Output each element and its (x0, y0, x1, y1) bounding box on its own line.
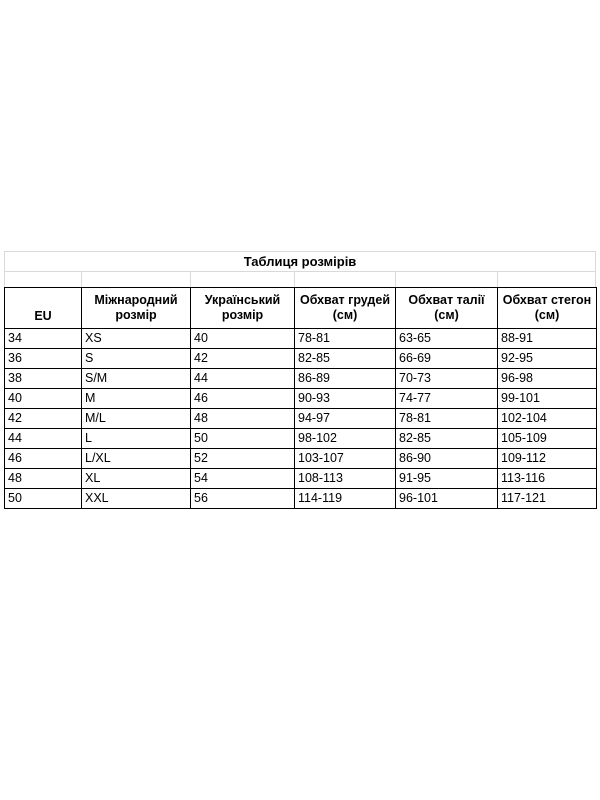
cell-eu: 36 (5, 349, 82, 369)
cell-eu: 46 (5, 449, 82, 469)
cell-ukrainian-size: 52 (191, 449, 295, 469)
table-row (5, 349, 597, 369)
header-chest: Обхват грудей (см) (295, 288, 396, 329)
header-row (5, 288, 597, 329)
cell-hips: 105-109 (498, 429, 597, 449)
cell-international-size: XXL (82, 489, 191, 509)
spacer-row (4, 271, 596, 287)
cell-chest: 108-113 (295, 469, 396, 489)
cell-waist: 70-73 (396, 369, 498, 389)
cell-international-size: S (82, 349, 191, 369)
cell-hips: 102-104 (498, 409, 597, 429)
table-row (5, 389, 597, 409)
header-international-size: Міжнародний розмір (82, 288, 191, 329)
table-title: Таблиця розмірів (4, 251, 596, 271)
cell-chest: 78-81 (295, 329, 396, 349)
cell-international-size: M (82, 389, 191, 409)
cell-eu: 44 (5, 429, 82, 449)
table-row (5, 469, 597, 489)
cell-eu: 34 (5, 329, 82, 349)
cell-hips: 109-112 (498, 449, 597, 469)
spacer-cell (81, 271, 190, 287)
cell-international-size: XS (82, 329, 191, 349)
cell-international-size: L/XL (82, 449, 191, 469)
cell-international-size: L (82, 429, 191, 449)
cell-ukrainian-size: 42 (191, 349, 295, 369)
header-hips: Обхват стегон (см) (498, 288, 597, 329)
cell-eu: 48 (5, 469, 82, 489)
cell-international-size: XL (82, 469, 191, 489)
cell-waist: 91-95 (396, 469, 498, 489)
header-ukrainian-size: Український розмір (191, 288, 295, 329)
cell-waist: 78-81 (396, 409, 498, 429)
table-row (5, 369, 597, 389)
cell-eu: 40 (5, 389, 82, 409)
cell-ukrainian-size: 54 (191, 469, 295, 489)
table-row (5, 449, 597, 469)
cell-hips: 88-91 (498, 329, 597, 349)
table-row (5, 409, 597, 429)
spacer-cell (190, 271, 294, 287)
cell-eu: 38 (5, 369, 82, 389)
cell-ukrainian-size: 40 (191, 329, 295, 349)
table-row (5, 329, 597, 349)
cell-eu: 42 (5, 409, 82, 429)
cell-waist: 82-85 (396, 429, 498, 449)
cell-chest: 98-102 (295, 429, 396, 449)
cell-chest: 103-107 (295, 449, 396, 469)
cell-hips: 117-121 (498, 489, 597, 509)
cell-eu: 50 (5, 489, 82, 509)
table-body (5, 329, 597, 509)
cell-ukrainian-size: 56 (191, 489, 295, 509)
cell-hips: 99-101 (498, 389, 597, 409)
cell-international-size: S/M (82, 369, 191, 389)
cell-chest: 86-89 (295, 369, 396, 389)
cell-hips: 92-95 (498, 349, 597, 369)
spacer-cell (395, 271, 497, 287)
size-chart (4, 251, 596, 509)
cell-chest: 94-97 (295, 409, 396, 429)
header-waist: Обхват талії (см) (396, 288, 498, 329)
cell-hips: 113-116 (498, 469, 597, 489)
cell-chest: 82-85 (295, 349, 396, 369)
cell-waist: 74-77 (396, 389, 498, 409)
cell-hips: 96-98 (498, 369, 597, 389)
spacer-cell (294, 271, 395, 287)
table-row (5, 429, 597, 449)
spacer-cell (497, 271, 596, 287)
cell-waist: 96-101 (396, 489, 498, 509)
cell-waist: 66-69 (396, 349, 498, 369)
cell-ukrainian-size: 48 (191, 409, 295, 429)
cell-chest: 90-93 (295, 389, 396, 409)
cell-chest: 114-119 (295, 489, 396, 509)
cell-international-size: M/L (82, 409, 191, 429)
cell-ukrainian-size: 50 (191, 429, 295, 449)
cell-waist: 63-65 (396, 329, 498, 349)
table-row (5, 489, 597, 509)
header-eu: EU (5, 288, 82, 329)
cell-waist: 86-90 (396, 449, 498, 469)
cell-ukrainian-size: 44 (191, 369, 295, 389)
spacer-cell (4, 271, 81, 287)
cell-ukrainian-size: 46 (191, 389, 295, 409)
size-table (4, 287, 597, 509)
